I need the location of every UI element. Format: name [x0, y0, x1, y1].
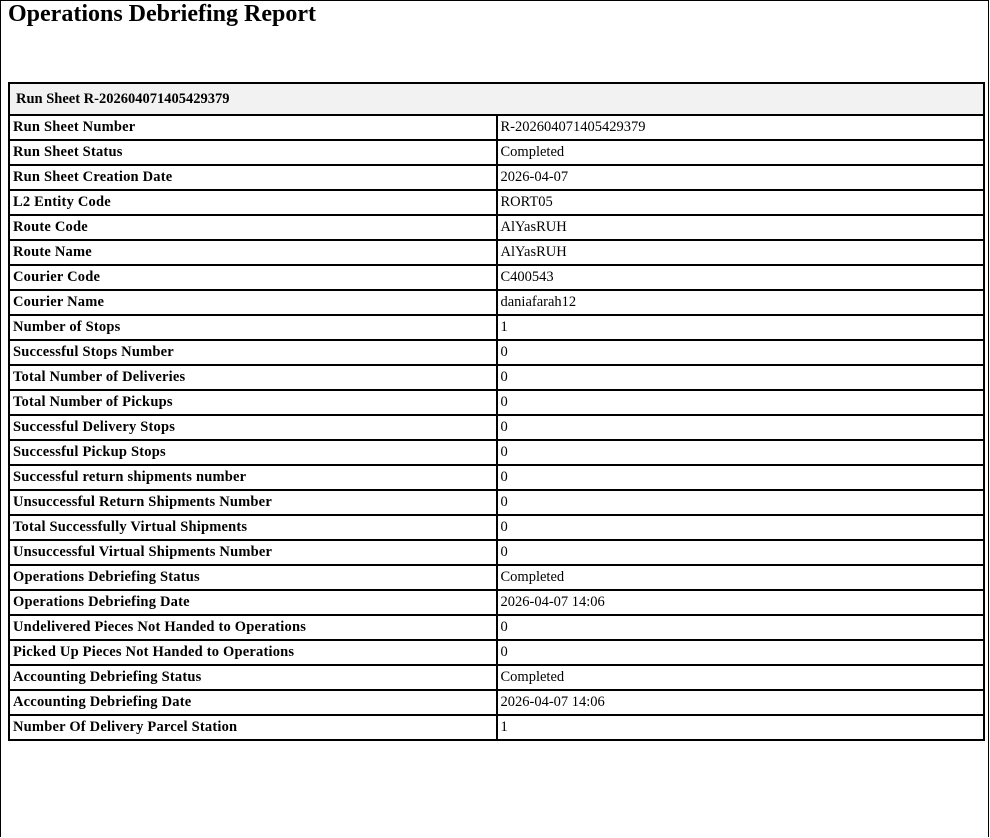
- row-value: 1: [497, 315, 985, 340]
- row-value: daniafarah12: [497, 290, 985, 315]
- table-row: [9, 315, 984, 340]
- table-row: [9, 115, 984, 140]
- row-value: AlYasRUH: [497, 215, 985, 240]
- row-value: 0: [497, 615, 985, 640]
- row-value: 2026-04-07 14:06: [497, 590, 985, 615]
- table-row: [9, 240, 984, 265]
- table-row: [9, 165, 984, 190]
- run-sheet-table: [8, 82, 985, 741]
- row-value: 0: [497, 440, 985, 465]
- table-row: [9, 565, 984, 590]
- row-label: Undelivered Pieces Not Handed to Operations: [9, 615, 497, 640]
- table-row: [9, 190, 984, 215]
- table-row: [9, 340, 984, 365]
- row-label: Route Name: [9, 240, 497, 265]
- row-label: Picked Up Pieces Not Handed to Operations: [9, 640, 497, 665]
- table-row: [9, 440, 984, 465]
- row-value: 0: [497, 465, 985, 490]
- table-row: [9, 690, 984, 715]
- row-label: Accounting Debriefing Status: [9, 665, 497, 690]
- table-row: [9, 590, 984, 615]
- row-value: 0: [497, 415, 985, 440]
- row-value: RORT05: [497, 190, 985, 215]
- row-value: AlYasRUH: [497, 240, 985, 265]
- row-value: 2026-04-07: [497, 165, 985, 190]
- row-label: Unsuccessful Virtual Shipments Number: [9, 540, 497, 565]
- row-value: Completed: [497, 140, 985, 165]
- row-value: 2026-04-07 14:06: [497, 690, 985, 715]
- table-row: [9, 465, 984, 490]
- row-value: 0: [497, 340, 985, 365]
- row-value: 1: [497, 715, 985, 740]
- row-label: Route Code: [9, 215, 497, 240]
- table-row: [9, 515, 984, 540]
- table-row: [9, 390, 984, 415]
- row-label: Total Number of Deliveries: [9, 365, 497, 390]
- row-value: 0: [497, 515, 985, 540]
- report-title: Operations Debriefing Report: [8, 1, 316, 27]
- row-value: 0: [497, 540, 985, 565]
- row-label: Unsuccessful Return Shipments Number: [9, 490, 497, 515]
- table-row: [9, 265, 984, 290]
- table-row: [9, 140, 984, 165]
- row-label: Run Sheet Creation Date: [9, 165, 497, 190]
- row-label: L2 Entity Code: [9, 190, 497, 215]
- table-row: [9, 640, 984, 665]
- row-label: Run Sheet Number: [9, 115, 497, 140]
- row-value: 0: [497, 390, 985, 415]
- table-row: [9, 365, 984, 390]
- table-header-row: [9, 83, 984, 115]
- row-value: 0: [497, 640, 985, 665]
- table-row: [9, 490, 984, 515]
- table-row: [9, 215, 984, 240]
- row-value: Completed: [497, 565, 985, 590]
- row-value: Completed: [497, 665, 985, 690]
- table-header: Run Sheet R-202604071405429379: [9, 83, 984, 115]
- table-row: [9, 615, 984, 640]
- row-label: Successful return shipments number: [9, 465, 497, 490]
- row-label: Run Sheet Status: [9, 140, 497, 165]
- table-row: [9, 415, 984, 440]
- row-label: Accounting Debriefing Date: [9, 690, 497, 715]
- row-label: Courier Name: [9, 290, 497, 315]
- row-label: Successful Stops Number: [9, 340, 497, 365]
- row-label: Successful Delivery Stops: [9, 415, 497, 440]
- row-value: 0: [497, 365, 985, 390]
- table-row: [9, 290, 984, 315]
- row-label: Total Successfully Virtual Shipments: [9, 515, 497, 540]
- table-row: [9, 715, 984, 740]
- row-label: Courier Code: [9, 265, 497, 290]
- row-label: Total Number of Pickups: [9, 390, 497, 415]
- table-row: [9, 540, 984, 565]
- row-label: Number of Stops: [9, 315, 497, 340]
- row-label: Number Of Delivery Parcel Station: [9, 715, 497, 740]
- row-label: Successful Pickup Stops: [9, 440, 497, 465]
- row-label: Operations Debriefing Date: [9, 590, 497, 615]
- row-value: 0: [497, 490, 985, 515]
- table-row: [9, 665, 984, 690]
- row-value: C400543: [497, 265, 985, 290]
- row-label: Operations Debriefing Status: [9, 565, 497, 590]
- row-value: R-202604071405429379: [497, 115, 985, 140]
